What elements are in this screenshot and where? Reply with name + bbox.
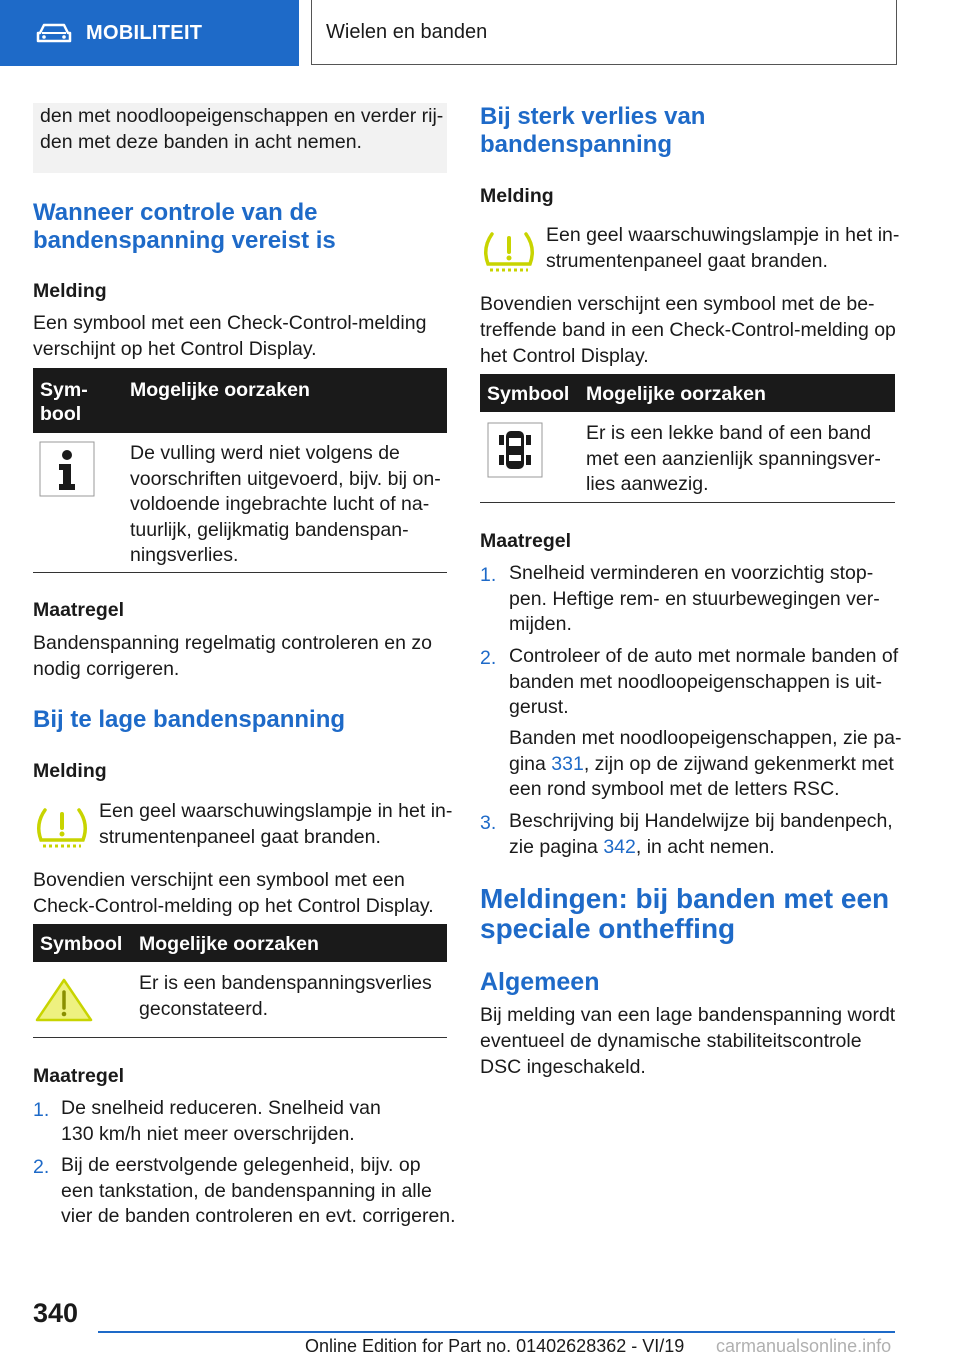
- col-header-causes: Mogelijke oorzaken: [586, 383, 766, 405]
- footer-rule: [98, 1331, 895, 1333]
- paragraph: Bovendien verschijnt een symbool met een: [33, 869, 405, 891]
- col-header-symbol: Sym-: [40, 379, 88, 401]
- subheading-maatregel: Maatregel: [480, 530, 572, 552]
- step-number: 2.: [33, 1156, 50, 1178]
- col-header-symbol: bool: [40, 403, 82, 425]
- paragraph: strumentenpaneel gaat branden.: [546, 250, 828, 272]
- heading-check: Wanneer controle van de: [33, 199, 318, 226]
- list-item: Beschrijving bij Handelwijze bij bandenpech, zie pagina 342, in acht nemen.: [509, 810, 893, 858]
- table-rule: [480, 502, 895, 503]
- subheading-melding: Melding: [33, 760, 107, 782]
- watermark: carmanualsonline.info: [716, 1336, 892, 1356]
- paragraph: eventueel de dynamische stabiliteitscontrole: [480, 1030, 862, 1052]
- table-cell: De vulling werd niet volgens de voorschriften uitgevoerd, bijv. bij on- voldoende ingebrachte lucht of na- tuurlijk, gelijkmatig bandenspan- ningsverlies.: [130, 442, 441, 566]
- col-header-symbol: Symbool: [40, 933, 123, 955]
- page-header: [0, 0, 960, 66]
- note-text: den met deze banden in acht nemen.: [40, 131, 362, 153]
- warning-triangle-icon: [33, 976, 95, 1024]
- heading-check: bandenspanning vereist is: [33, 227, 336, 254]
- paragraph: Een geel waarschuwingslampje in het in-: [99, 800, 453, 822]
- table-cell: Er is een bandenspanningsverlies geconstateerd.: [139, 972, 432, 1020]
- heading-special: speciale ontheffing: [480, 913, 736, 944]
- list-item: Controleer of de auto met normale banden of banden met noodloopeigenschappen is uit- gerust.: [509, 645, 899, 718]
- table-rule: [33, 1037, 447, 1038]
- subheading-melding: Melding: [480, 185, 554, 207]
- edition-text: Online Edition for Part no. 01402628362 - VI/19: [305, 1336, 685, 1356]
- list-item: Bij de eerstvolgende gelegenheid, bijv. op een tankstation, de bandenspanning in alle vier de banden controleren en evt. corrigeren.: [61, 1154, 456, 1227]
- table-header: [33, 368, 447, 433]
- paragraph: verschijnt op het Control Display.: [33, 338, 317, 360]
- heading-low-pressure: Bij te lage bandenspanning: [33, 706, 346, 733]
- section-title: MOBILITEIT: [86, 21, 203, 44]
- table-rule: [33, 572, 447, 573]
- page-link-331[interactable]: 331: [551, 752, 584, 775]
- table-cell: Er is een lekke band of een band met een aanzienlijk spanningsver- lies aanwezig.: [586, 422, 881, 495]
- info-icon: [39, 441, 95, 497]
- heading-strong-loss: Bij sterk verlies van: [480, 103, 706, 130]
- step-number: 2.: [480, 647, 497, 669]
- paragraph: strumentenpaneel gaat branden.: [99, 826, 381, 848]
- list-item: De snelheid reduceren. Snelheid van 130 km/h niet meer overschrijden.: [61, 1097, 381, 1145]
- table-header: [33, 924, 447, 962]
- subheading-maatregel: Maatregel: [33, 1065, 125, 1087]
- paragraph: Bandenspanning regelmatig controleren en zo: [33, 632, 432, 654]
- heading-algemeen: Algemeen: [480, 968, 600, 996]
- col-header-symbol: Symbool: [487, 383, 570, 405]
- list-item-note: Banden met noodloopeigenschappen, zie pa- gina 331, zijn op de zijwand gekenmerkt met een rond symbool met de letters RSC.: [509, 727, 902, 800]
- col-header-causes: Mogelijke oorzaken: [139, 933, 319, 955]
- paragraph: Check-Control-melding op het Control Display.: [33, 895, 434, 917]
- tire-pressure-warning-icon: [33, 806, 91, 852]
- list-item: Snelheid verminderen en voorzichtig stop- pen. Heftige rem- en stuurbewegingen ver- mijden.: [509, 562, 880, 635]
- note-text: den met noodloopeigenschappen en verder rij-: [40, 105, 444, 127]
- heading-strong-loss: bandenspanning: [480, 131, 672, 158]
- paragraph: Bij melding van een lage bandenspanning wordt: [480, 1004, 896, 1026]
- heading-special: Meldingen: bij banden met een: [480, 883, 890, 914]
- table-header: [480, 374, 895, 412]
- section-tab: [0, 0, 299, 66]
- subheading-maatregel: Maatregel: [33, 599, 125, 621]
- paragraph: DSC ingeschakeld.: [480, 1056, 646, 1078]
- col-header-causes: Mogelijke oorzaken: [130, 379, 310, 401]
- car-icon: [36, 21, 72, 45]
- paragraph: Een geel waarschuwingslampje in het in-: [546, 224, 900, 246]
- car-tire-icon: [487, 422, 543, 478]
- subheading-melding: Melding: [33, 280, 107, 302]
- chapter-title: Wielen en banden: [326, 20, 488, 43]
- chapter-box: [311, 0, 897, 65]
- step-number: 3.: [480, 812, 497, 834]
- page-number: 340: [33, 1298, 79, 1328]
- paragraph: Een symbool met een Check-Control-melding: [33, 312, 427, 334]
- paragraph: nodig corrigeren.: [33, 658, 180, 680]
- page-link-342[interactable]: 342: [603, 835, 636, 858]
- step-number: 1.: [480, 564, 497, 586]
- step-number: 1.: [33, 1099, 50, 1121]
- tire-pressure-warning-icon: [480, 230, 538, 276]
- paragraph: het Control Display.: [480, 345, 649, 367]
- paragraph: Bovendien verschijnt een symbool met de be-: [480, 293, 875, 315]
- paragraph: treffende band in een Check-Control-melding op: [480, 319, 896, 341]
